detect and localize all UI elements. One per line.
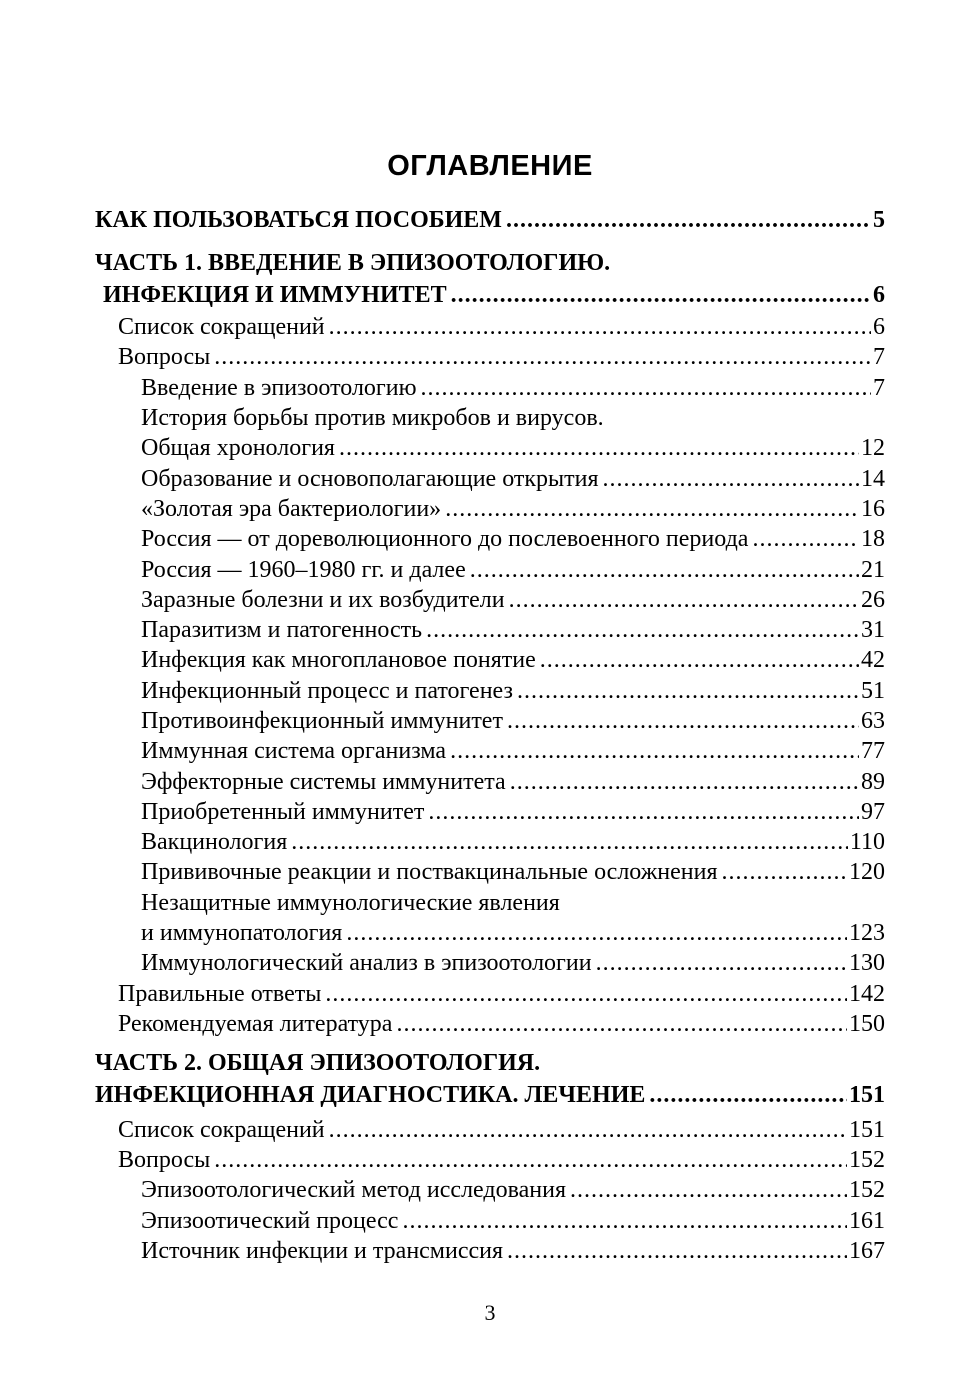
toc-entry-title: ИНФЕКЦИЯ И ИММУНИТЕТ — [103, 282, 447, 308]
dot-leader — [603, 464, 859, 494]
dot-leader — [540, 645, 859, 675]
toc-entry[interactable]: Список сокращений ..... 6 — [118, 312, 885, 342]
toc-subentry[interactable]: Общая хронология ..... 12 — [141, 433, 885, 463]
dot-leader — [325, 979, 847, 1009]
toc-subentry[interactable]: Приобретенный иммунитет ..... 97 — [141, 797, 885, 827]
dot-leader — [451, 280, 871, 310]
dot-leader — [517, 676, 859, 706]
dot-leader — [426, 615, 859, 645]
dot-leader — [506, 205, 871, 235]
dot-leader — [450, 736, 859, 766]
toc-subentry[interactable]: «Золотая эра бактериологии» ..... 16 — [141, 494, 885, 524]
toc-subentry[interactable]: История борьбы против микробов и вирусов. — [141, 405, 604, 431]
toc-part2-heading[interactable] — [95, 1048, 885, 1078]
toc-subentry[interactable]: Эффекторные системы иммунитета ..... 89 — [141, 767, 885, 797]
toc-subentry[interactable]: Иммунная система организма ..... 77 — [141, 736, 885, 766]
dot-leader — [507, 706, 859, 736]
toc-entry[interactable]: Рекомендуемая литература ..... 150 — [118, 1009, 885, 1039]
toc-entry-title: ЧАСТЬ 1. ВВЕДЕНИЕ В ЭПИЗООТОЛОГИЮ. — [95, 250, 611, 276]
toc-entry-page: 5 — [873, 207, 885, 233]
dot-leader — [214, 342, 871, 372]
toc-subentry[interactable]: Инфекционный процесс и патогенез ..... 51 — [141, 676, 885, 706]
toc-subentry[interactable]: Инфекция как многоплановое понятие ..... 42 — [141, 645, 885, 675]
toc-part1-heading[interactable] — [95, 248, 885, 278]
toc-entry[interactable]: Список сокращений ..... 151 — [118, 1115, 885, 1145]
dot-leader — [396, 1009, 847, 1039]
toc-subentry[interactable]: Россия — 1960–1980 гг. и далее ..... 21 — [141, 555, 885, 585]
toc-entry[interactable]: Вопросы ..... 152 — [118, 1145, 885, 1175]
toc-entry-title: ИНФЕКЦИОННАЯ ДИАГНОСТИКА. ЛЕЧЕНИЕ — [95, 1082, 646, 1108]
toc-subentry[interactable]: Заразные болезни и их возбудители ..... 26 — [141, 585, 885, 615]
toc-part2-heading-cont[interactable] — [95, 1080, 885, 1110]
toc-subentry[interactable]: Незащитные иммунологические явления — [141, 890, 560, 916]
toc-subentry[interactable]: Введение в эпизоотологию ..... 7 — [141, 373, 885, 403]
dot-leader — [291, 827, 848, 857]
toc-entry-page: 6 — [873, 282, 885, 308]
dot-leader — [329, 1115, 847, 1145]
toc-entry-how-to-use[interactable] — [95, 205, 885, 235]
toc-entry-title: ЧАСТЬ 2. ОБЩАЯ ЭПИЗООТОЛОГИЯ. — [95, 1050, 541, 1076]
dot-leader — [470, 555, 859, 585]
dot-leader — [445, 494, 859, 524]
dot-leader — [596, 948, 847, 978]
toc-subentry[interactable]: и иммунопатология ..... 123 — [141, 918, 885, 948]
page-number: 3 — [484, 1300, 496, 1325]
dot-leader — [428, 797, 859, 827]
dot-leader — [510, 767, 859, 797]
toc-subentry[interactable]: Паразитизм и патогенность ..... 31 — [141, 615, 885, 645]
toc-subentry[interactable]: Прививочные реакции и поствакцинальные осложнения ..... 120 — [141, 857, 885, 887]
toc-subentry[interactable]: Эпизоотический процесс ..... 161 — [141, 1206, 885, 1236]
dot-leader — [339, 433, 859, 463]
dot-leader — [421, 373, 871, 403]
page-title: ОГЛАВЛЕНИЕ — [387, 150, 593, 182]
dot-leader — [346, 918, 847, 948]
dot-leader — [214, 1145, 847, 1175]
toc-entry[interactable]: Правильные ответы ..... 142 — [118, 979, 885, 1009]
toc-entry-title: КАК ПОЛЬЗОВАТЬСЯ ПОСОБИЕМ — [95, 207, 502, 233]
dot-leader — [507, 1236, 847, 1266]
dot-leader — [752, 524, 859, 554]
toc-part1-heading-cont[interactable] — [103, 280, 885, 310]
toc-subentry[interactable]: Россия — от дореволюционного до послевоенного периода ..... 18 — [141, 524, 885, 554]
dot-leader — [329, 312, 871, 342]
toc-subentry[interactable]: Эпизоотологический метод исследования ..... 152 — [141, 1175, 885, 1205]
toc-subentry[interactable]: Источник инфекции и трансмиссия ..... 167 — [141, 1236, 885, 1266]
toc-subentry[interactable]: Противоинфекционный иммунитет ..... 63 — [141, 706, 885, 736]
dot-leader — [570, 1175, 847, 1205]
dot-leader — [722, 857, 847, 887]
toc-entry[interactable]: Вопросы ..... 7 — [118, 342, 885, 372]
dot-leader — [649, 1080, 847, 1110]
toc-subentry[interactable]: Иммунологический анализ в эпизоотологии ..... 130 — [141, 948, 885, 978]
toc-subentry[interactable]: Образование и основополагающие открытия ..... 14 — [141, 464, 885, 494]
dot-leader — [402, 1206, 847, 1236]
dot-leader — [509, 585, 859, 615]
toc-subentry[interactable]: Вакцинология ..... 110 — [141, 827, 885, 857]
toc-entry-page: 151 — [849, 1082, 885, 1108]
